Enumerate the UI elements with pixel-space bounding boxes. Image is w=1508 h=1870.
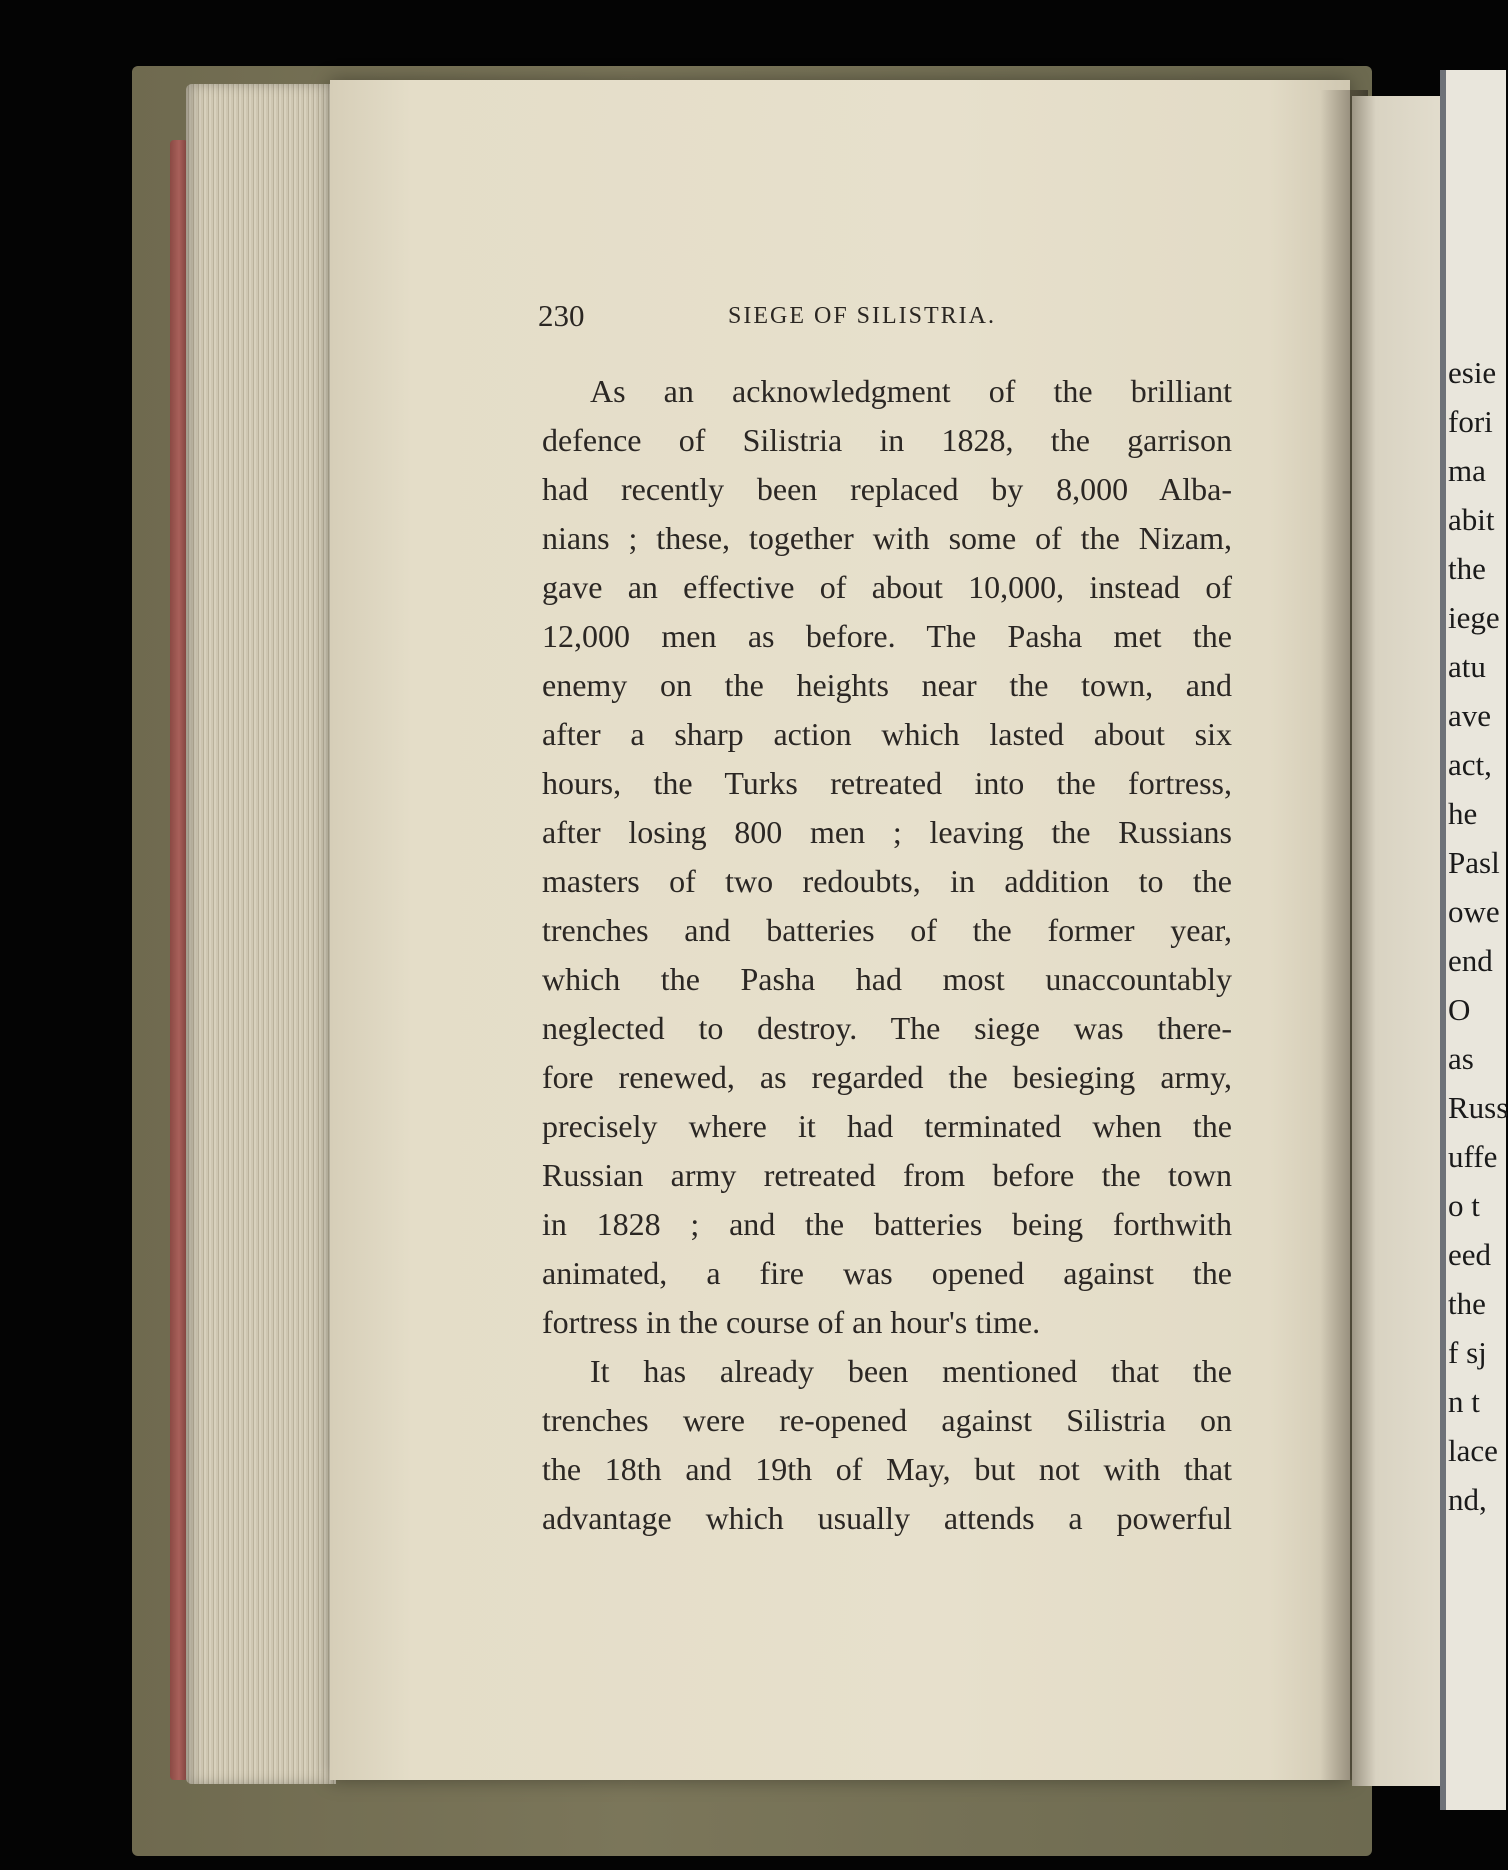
right-page-fragment: uffe	[1448, 1139, 1498, 1174]
right-page-fragment: n t	[1448, 1384, 1480, 1419]
text-line: after a sharp action which lasted about six	[542, 716, 1232, 752]
text-line: fortress in the course of an hour's time.	[542, 1304, 1041, 1340]
right-page-fragment: the	[1448, 551, 1486, 586]
text-line: defence of Silistria in 1828, the garrison	[542, 422, 1232, 458]
running-header	[538, 298, 1058, 338]
right-page-fragment: Pasl	[1448, 845, 1500, 880]
right-page-fragment: iege	[1448, 600, 1500, 635]
body-text	[542, 367, 1232, 1543]
text-line: fore renewed, as regarded the besieging army,	[542, 1059, 1232, 1095]
right-page-fragment: end	[1448, 943, 1493, 978]
text-line: Russian army retreated from before the town	[542, 1157, 1232, 1193]
text-line: precisely where it had terminated when the	[542, 1108, 1232, 1144]
text-line: the 18th and 19th of May, but not with that	[542, 1451, 1232, 1487]
page-edges	[186, 84, 336, 1784]
text-line: had recently been replaced by 8,000 Alba-	[542, 471, 1232, 507]
right-page-fragment: fori	[1448, 404, 1493, 439]
text-line: neglected to destroy. The siege was there-	[542, 1010, 1232, 1046]
text-line: in 1828 ; and the batteries being forthwith	[542, 1206, 1232, 1242]
right-page-fragment: act,	[1448, 747, 1492, 782]
text-line: masters of two redoubts, in addition to the	[542, 863, 1232, 899]
right-page-fragment: atu	[1448, 649, 1486, 684]
right-page-fragment: o t	[1448, 1188, 1480, 1223]
right-page-fragment: ma	[1448, 453, 1486, 488]
right-page-fragment: he	[1448, 796, 1478, 831]
right-page-fragment: the	[1448, 1286, 1486, 1321]
right-page-fragment: abit	[1448, 502, 1495, 537]
right-page-text-fragments	[1448, 348, 1508, 1524]
text-line: hours, the Turks retreated into the fortress,	[542, 765, 1232, 801]
page-number: 230	[538, 298, 585, 333]
right-page-fragment: ave	[1448, 698, 1492, 733]
text-line: enemy on the heights near the town, and	[542, 667, 1232, 703]
text-line: after losing 800 men ; leaving the Russians	[542, 814, 1232, 850]
right-page-fragment: nd,	[1448, 1482, 1487, 1517]
right-page-fragment: as	[1448, 1041, 1474, 1076]
running-title: SIEGE OF SILISTRIA.	[728, 303, 997, 329]
right-page-fragment: O	[1448, 992, 1471, 1027]
right-page-fragment: owe	[1448, 894, 1500, 929]
text-line: animated, a fire was opened against the	[542, 1255, 1232, 1291]
text-line: nians ; these, together with some of the Nizam,	[542, 520, 1232, 556]
text-line: It has already been mentioned that the	[590, 1353, 1232, 1389]
text-line: trenches and batteries of the former year,	[542, 912, 1232, 948]
right-page-fragment: eed	[1448, 1237, 1492, 1272]
text-line: which the Pasha had most unaccountably	[542, 961, 1232, 997]
right-page-fragment: Russ	[1448, 1090, 1508, 1125]
text-line: trenches were re-opened against Silistria on	[542, 1402, 1232, 1438]
text-line: 12,000 men as before. The Pasha met the	[542, 618, 1232, 654]
text-line: As an acknowledgment of the brilliant	[590, 373, 1232, 409]
right-page-fragment: lace	[1448, 1433, 1498, 1468]
text-line: advantage which usually attends a powerful	[542, 1500, 1232, 1536]
right-page-fragment: f sj	[1448, 1335, 1487, 1370]
right-page-fragment: esie	[1448, 355, 1497, 390]
text-line: gave an effective of about 10,000, instead of	[542, 569, 1232, 605]
